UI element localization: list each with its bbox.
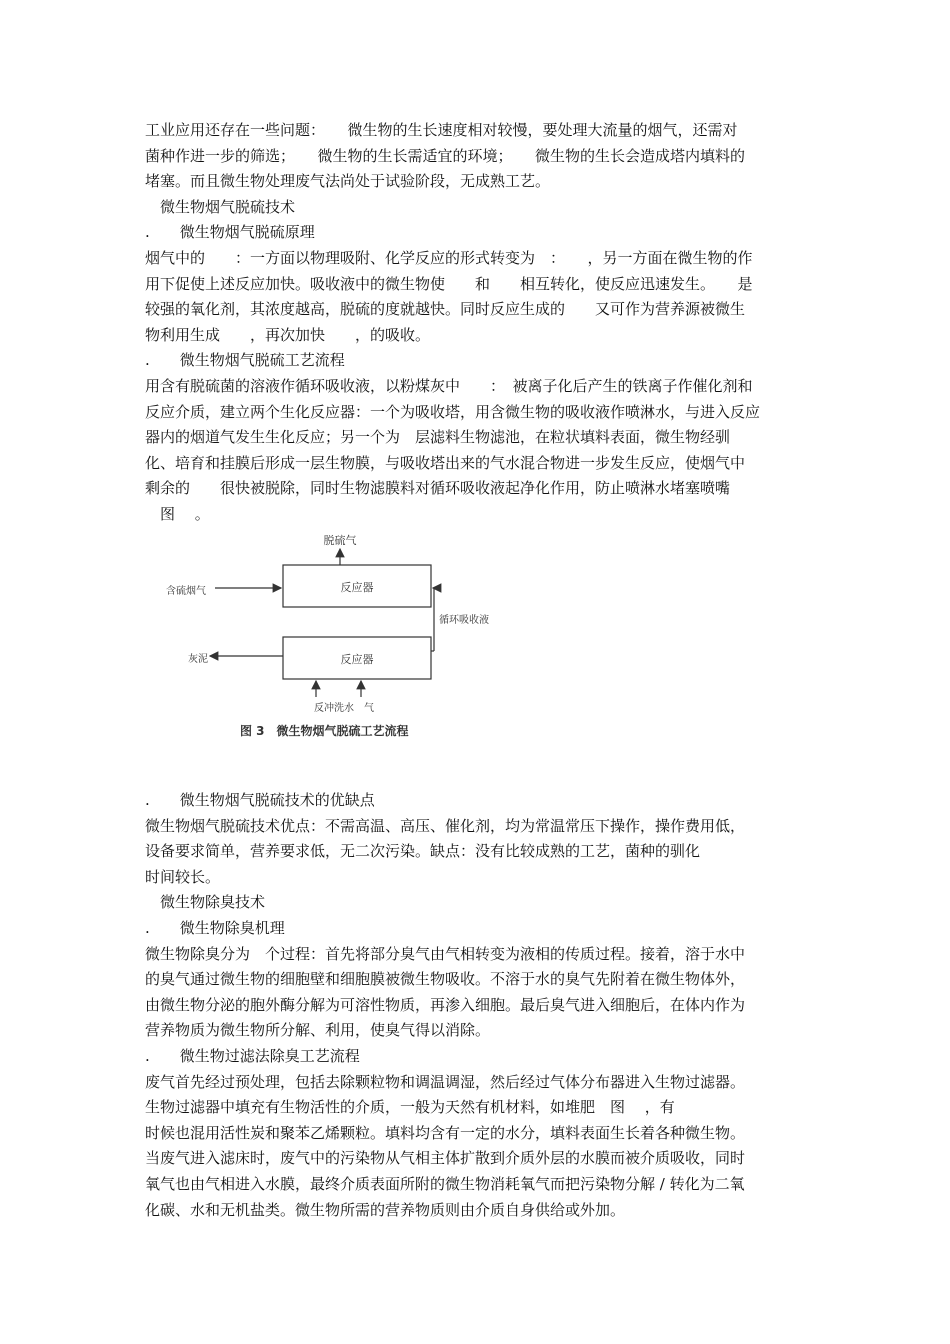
paragraph-line: 物利用生成 ，再次加快 ，的吸收。 xyxy=(145,325,431,344)
paragraph-line: 氧气也由气相进入水膜，最终介质表面所附的微生物消耗氧气而把污染物分解 / 转化为二氧 xyxy=(145,1174,745,1193)
paragraph-line: 较强的氧化剂，其浓度越高，脱硫的度就越快。同时反应生成的 又可作为营养源被微生 xyxy=(145,300,746,319)
paragraph-line: 器内的烟道气发生生化反应；另一个为 层滤料生物滤池，在粒状填料表面，微生物经驯 xyxy=(145,428,731,447)
paragraph-line: 菌种作进一步的筛选； 微生物的生长需适宜的环境； 微生物的生长会造成塔内填料的 xyxy=(145,146,746,165)
paragraph-line: 当废气进入滤床时，废气中的污染物从气相主体扩散到介质外层的水膜而被介质吸收，同时 xyxy=(145,1149,746,1168)
subsection-heading: . 微生物烟气脱硫原理 xyxy=(145,223,315,242)
process-flow-figure xyxy=(150,525,510,750)
subsection-heading: . 微生物过滤法除臭工艺流程 xyxy=(145,1046,360,1065)
text-block-top xyxy=(145,118,810,528)
paragraph-line: 堵塞。而且微生物处理废气法尚处于试验阶段，无成熟工艺。 xyxy=(145,172,551,191)
section-heading: 微生物烟气脱硫技术 xyxy=(145,197,296,216)
paragraph-line: 工业应用还存在一些问题： 微生物的生长速度相对较慢，要处理大流量的烟气，还需对 xyxy=(145,121,738,139)
paragraph-line: 图 。 xyxy=(145,504,210,523)
paragraph-line: 设备要求简单，营养要求低，无二次污染。缺点：没有比较成熟的工艺，菌种的驯化 xyxy=(145,842,701,861)
paragraph-line: 时间较长。 xyxy=(145,867,221,886)
paragraph-line: 营养物质为微生物所分解、利用，使臭气得以消除。 xyxy=(145,1021,491,1040)
section-heading: 微生物除臭技术 xyxy=(145,893,266,912)
label-backwash-gas: 反冲洗水 气 xyxy=(314,703,374,714)
subsection-heading: . 微生物除臭机理 xyxy=(145,918,285,937)
paragraph-line: 化、培育和挂膜后形成一层生物膜，与吸收塔出来的气水混合物进一步发生反应，使烟气中 xyxy=(145,453,746,472)
label-desulfurized-gas: 脱硫气 xyxy=(323,534,357,547)
paragraph-line: 烟气中的 ：一方面以物理吸附、化学反应的形式转变为 ： ，另一方面在微生物的作 xyxy=(145,248,753,267)
reactor-top-label: 反应器 xyxy=(340,581,374,594)
label-sludge: 灰泥 xyxy=(188,654,208,665)
paragraph-line: 用下促使上述反应加快。吸收液中的微生物使 和 相互转化，使反应迅速发生。 是 xyxy=(145,274,753,293)
paragraph-line: 微生物除臭分为 个过程：首先将部分臭气由气相转变为液相的传质过程。接着，溶于水中 xyxy=(145,944,746,963)
subsection-heading: . 微生物烟气脱硫工艺流程 xyxy=(145,351,345,370)
paragraph-line: 废气首先经过预处理，包括去除颗粒物和调温调湿，然后经过气体分布器进入生物过滤器。 xyxy=(145,1072,746,1091)
paragraph-line: 剩余的 很快被脱除，同时生物滤膜料对循环吸收液起净化作用，防止喷淋水堵塞喷嘴 xyxy=(145,479,731,498)
paragraph-line: 用含有脱硫菌的溶液作循环吸收液，以粉煤灰中 ： 被离子化后产生的铁离子作催化剂和 xyxy=(145,376,753,395)
text-block-bottom xyxy=(145,788,810,1223)
paragraph-line: 生物过滤器中填充有生物活性的介质，一般为天然有机材料，如堆肥 图 ，有 xyxy=(145,1098,675,1117)
figure-caption: 图 3 微生物烟气脱硫工艺流程 xyxy=(240,724,409,738)
paragraph-line: 微生物烟气脱硫技术优点：不需高温、高压、催化剂，均为常温常压下操作，操作费用低， xyxy=(145,816,746,835)
reactor-bottom-label: 反应器 xyxy=(340,653,374,666)
paragraph-line: 化碳、水和无机盐类。微生物所需的营养物质则由介质自身供给或外加。 xyxy=(145,1200,626,1219)
paragraph-line: 时候也混用活性炭和聚苯乙烯颗粒。填料均含有一定的水分，填料表面生长着各种微生物。 xyxy=(145,1123,746,1142)
paragraph-line: 的臭气通过微生物的细胞壁和细胞膜被微生物吸收。不溶于水的臭气先附着在微生物体外， xyxy=(145,970,746,989)
label-sulfur-flue-gas: 含硫烟气 xyxy=(166,586,206,597)
label-circulating-liquid: 循环吸收液 xyxy=(439,615,489,626)
subsection-heading: . 微生物烟气脱硫技术的优缺点 xyxy=(145,791,375,809)
paragraph-line: 由微生物分泌的胞外酶分解为可溶性物质，再渗入细胞。最后臭气进入细胞后，在体内作为 xyxy=(145,995,746,1014)
paragraph-line: 反应介质，建立两个生化反应器：一个为吸收塔，用含微生物的吸收液作喷淋水，与进入反应 xyxy=(145,402,761,421)
